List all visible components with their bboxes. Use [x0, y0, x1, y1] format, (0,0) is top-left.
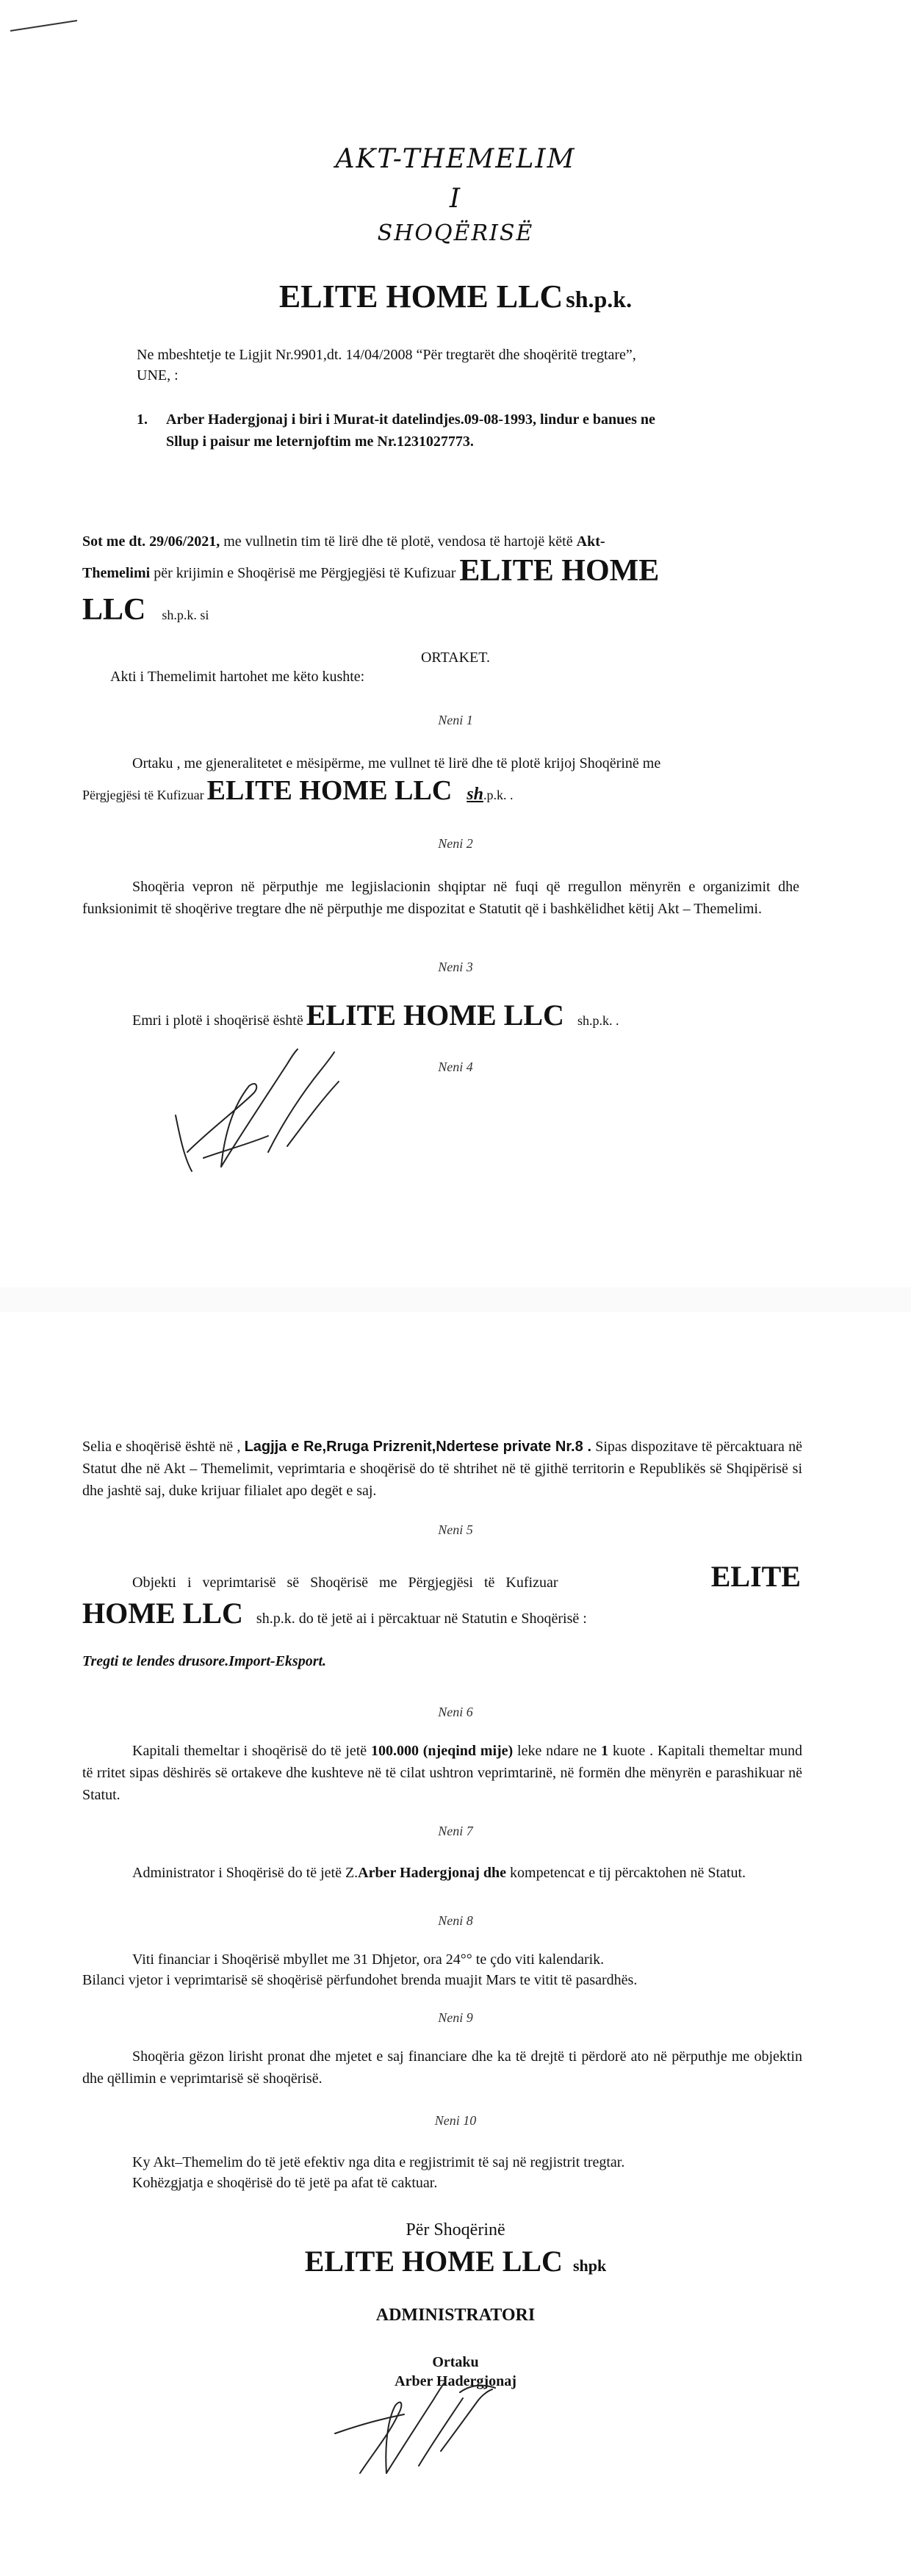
declaration-text-1: me vullnetin tim të lirë dhe të plotë, vendosa të hartojë këtë: [220, 533, 577, 550]
neni-1-text-2: Përgjegjësi të Kufizuar: [82, 788, 204, 802]
neni-6-text-3: kuote . Kapitali themeltar mund të rritet sipas dëshirës së ortakeve dhe kushteve në të cilat ushtron veprimtarinë, në formën dhe mënyrën e parashikuar në Statut.: [82, 1743, 802, 1803]
neni-1-line-2: [82, 774, 513, 807]
neni-9-text: Shoqëria gëzon lirisht pronat dhe mjetet e saj financiare dhe ka të drejtë ti përdorë ato në përputhje me objektin dhe qëllimin e veprimtarisë së shoqërisë.: [82, 2048, 802, 2087]
page-gap: [0, 1287, 911, 1312]
founder-line-2: Sllup i paisur me leternjoftim me Nr.1231027773.: [166, 433, 474, 450]
neni-1-pk: .p.k. .: [483, 788, 514, 802]
neni-10-line-1: Ky Akt–Themelim do të jetë efektiv nga dita e regjistrimit të saj në regjistrit tregtar.: [132, 2154, 625, 2170]
neni-5-company-2: HOME LLC: [82, 1597, 243, 1630]
neni-7-text-1: Administrator i Shoqërisë do të jetë Z.: [132, 1865, 359, 1881]
neni-6-text-2: leke ndare ne: [513, 1743, 602, 1759]
neni-1-text: Ortaku , me gjeneralitetet e mësipërme, me vullnet të lirë dhe të plotë krijoj Shoqërinë me: [132, 755, 661, 771]
activity-text: Tregti te lendes drusore.Import-Eksport.: [82, 1653, 327, 1669]
company-heading: [0, 278, 911, 315]
pen-mark-icon: [7, 16, 81, 38]
neni-10-heading: Neni 10: [434, 2113, 477, 2128]
neni-1-company: ELITE HOME LLC: [206, 775, 453, 806]
signer-name: Arber Hadergjonaj: [395, 2373, 516, 2389]
company-name: ELITE HOME LLC: [278, 278, 563, 314]
title-line-1: AKT-THEMELIM: [335, 144, 576, 174]
declaration-company: ELITE HOME: [459, 554, 660, 588]
neni-5-company-1: ELITE: [710, 1560, 801, 1593]
neni-6-capital: 100.000 (njeqind mije): [370, 1743, 514, 1759]
per-shoqerine-label: Për Shoqërinë: [406, 2220, 505, 2239]
declaration-date: Sot me dt. 29/06/2021,: [82, 533, 220, 550]
neni-10-line-2: Kohëzgjatja e shoqërisë do të jetë pa afat të caktuar.: [132, 2175, 438, 2191]
neni-7-paragraph: [82, 1862, 802, 1884]
neni-3-heading: Neni 3: [438, 960, 473, 974]
ortaku-label: Ortaku: [432, 2354, 479, 2370]
company-suffix: sh.p.k.: [566, 286, 633, 312]
document-page-2: [0, 1312, 911, 2576]
selia-text-1: Selia e shoqërisë është në ,: [82, 1439, 241, 1455]
neni-5-line-1: [132, 1559, 801, 1594]
administratori-heading: ADMINISTRATORI: [375, 2306, 536, 2325]
declaration-akt: Akt-: [576, 533, 605, 550]
neni-6-text-1: Kapitali themeltar i shoqërisë do të jetë: [132, 1743, 371, 1759]
neni-3-company: ELITE HOME LLC: [306, 999, 564, 1032]
neni-7-name: Arber Hadergjonaj dhe: [358, 1865, 507, 1881]
neni-7-text-2: kompetencat e tij përcaktohen në Statut.: [506, 1865, 746, 1881]
declaration-line-2: [82, 554, 817, 588]
footer-company: ELITE HOME LLC: [304, 2245, 563, 2278]
neni-6-paragraph: [82, 1740, 802, 1806]
neni-8-heading: Neni 8: [438, 1913, 473, 1928]
une-label: UNE, :: [137, 367, 179, 384]
neni-7-heading: Neni 7: [438, 1824, 473, 1838]
neni-2-text: Shoqëria vepron në përputhje me legjislacionin shqiptar në fuqi që rregullon mënyrën e organizimit dhe funksionimit të shoqërive tregtare dhe në përputhje me dispozitat e Statutit që i bashkëlidhet këtij Akt – Themelimi.: [82, 879, 799, 917]
neni-8-line-2: Bilanci vjetor i veprimtarisë së shoqërisë përfundohet brenda muajit Mars te vitit të pasardhës.: [82, 1972, 638, 1988]
document-page-1: [0, 0, 911, 1287]
neni-1-heading: Neni 1: [438, 713, 473, 727]
ortaket-heading: ORTAKET.: [420, 650, 491, 666]
title-line-2: I: [449, 184, 462, 214]
selia-address: Lagjja e Re,Rruga Prizrenit,Ndertese private Nr.8 .: [244, 1439, 592, 1455]
selia-paragraph: [82, 1436, 802, 1502]
declaration-themelimi: Themelimi: [82, 565, 151, 581]
neni-5-line-2: [82, 1596, 587, 1630]
neni-6-heading: Neni 6: [438, 1705, 473, 1719]
neni-5-text-1: Objekti i veprimtarisë së Shoqërisë me Përgjegjësi të Kufizuar: [132, 1575, 558, 1591]
founder-number: 1.: [137, 411, 148, 428]
selia-text-2: Sipas dispozitave të përcaktuara në Statut dhe në Akt – Themelimit, veprimtaria e shoqërisë do të shtrihet në të gjithë territorin e Republikës së Shqipërisë si dhe jashtë saj, duke krijuar filialet apo degët e saj.: [82, 1439, 803, 1499]
neni-2-heading: Neni 2: [438, 836, 473, 851]
neni-5-text-2: sh.p.k. do të jetë ai i përcaktuar në Statutin e Shoqërisë :: [256, 1611, 587, 1627]
footer-company-line: [0, 2244, 911, 2278]
declaration-suffix: sh.p.k. si: [162, 608, 209, 622]
footer-suffix: shpk: [572, 2256, 607, 2275]
neni-6-quota-count: 1: [601, 1743, 609, 1759]
declaration-paragraph: [82, 530, 795, 553]
neni-9-heading: Neni 9: [438, 2010, 473, 2025]
title-line-3: SHOQËRISË: [377, 220, 534, 246]
neni-4-heading: Neni 4: [438, 1059, 473, 1074]
declaration-text-2: për krijimin e Shoqërisë me Përgjegjësi të Kufizuar: [150, 565, 460, 581]
neni-8-line-1: Viti financiar i Shoqërisë mbyllet me 31 Dhjetor, ora 24°° te çdo viti kalendarik.: [132, 1951, 605, 1968]
neni-3-suffix: sh.p.k. .: [577, 1013, 619, 1028]
neni-3-text: Emri i plotë i shoqërisë është: [132, 1012, 303, 1029]
signature-icon: [331, 2363, 507, 2488]
neni-1-sh: sh: [467, 785, 483, 804]
signature-icon: [158, 1027, 356, 1181]
conditions-intro: Akti i Themelimit hartohet me këto kushte:: [110, 669, 365, 685]
neni-5-heading: Neni 5: [438, 1522, 473, 1537]
law-intro: Ne mbeshtetje te Ligjit Nr.9901,dt. 14/04/2008 “Për tregtarët dhe shoqëritë tregtare”,: [137, 347, 636, 363]
founder-line-1: Arber Hadergjonaj i biri i Murat-it datelindjes.09-08-1993, lindur e banues ne: [166, 411, 655, 428]
declaration-llc: LLC: [82, 593, 146, 627]
declaration-line-3: [82, 592, 209, 627]
